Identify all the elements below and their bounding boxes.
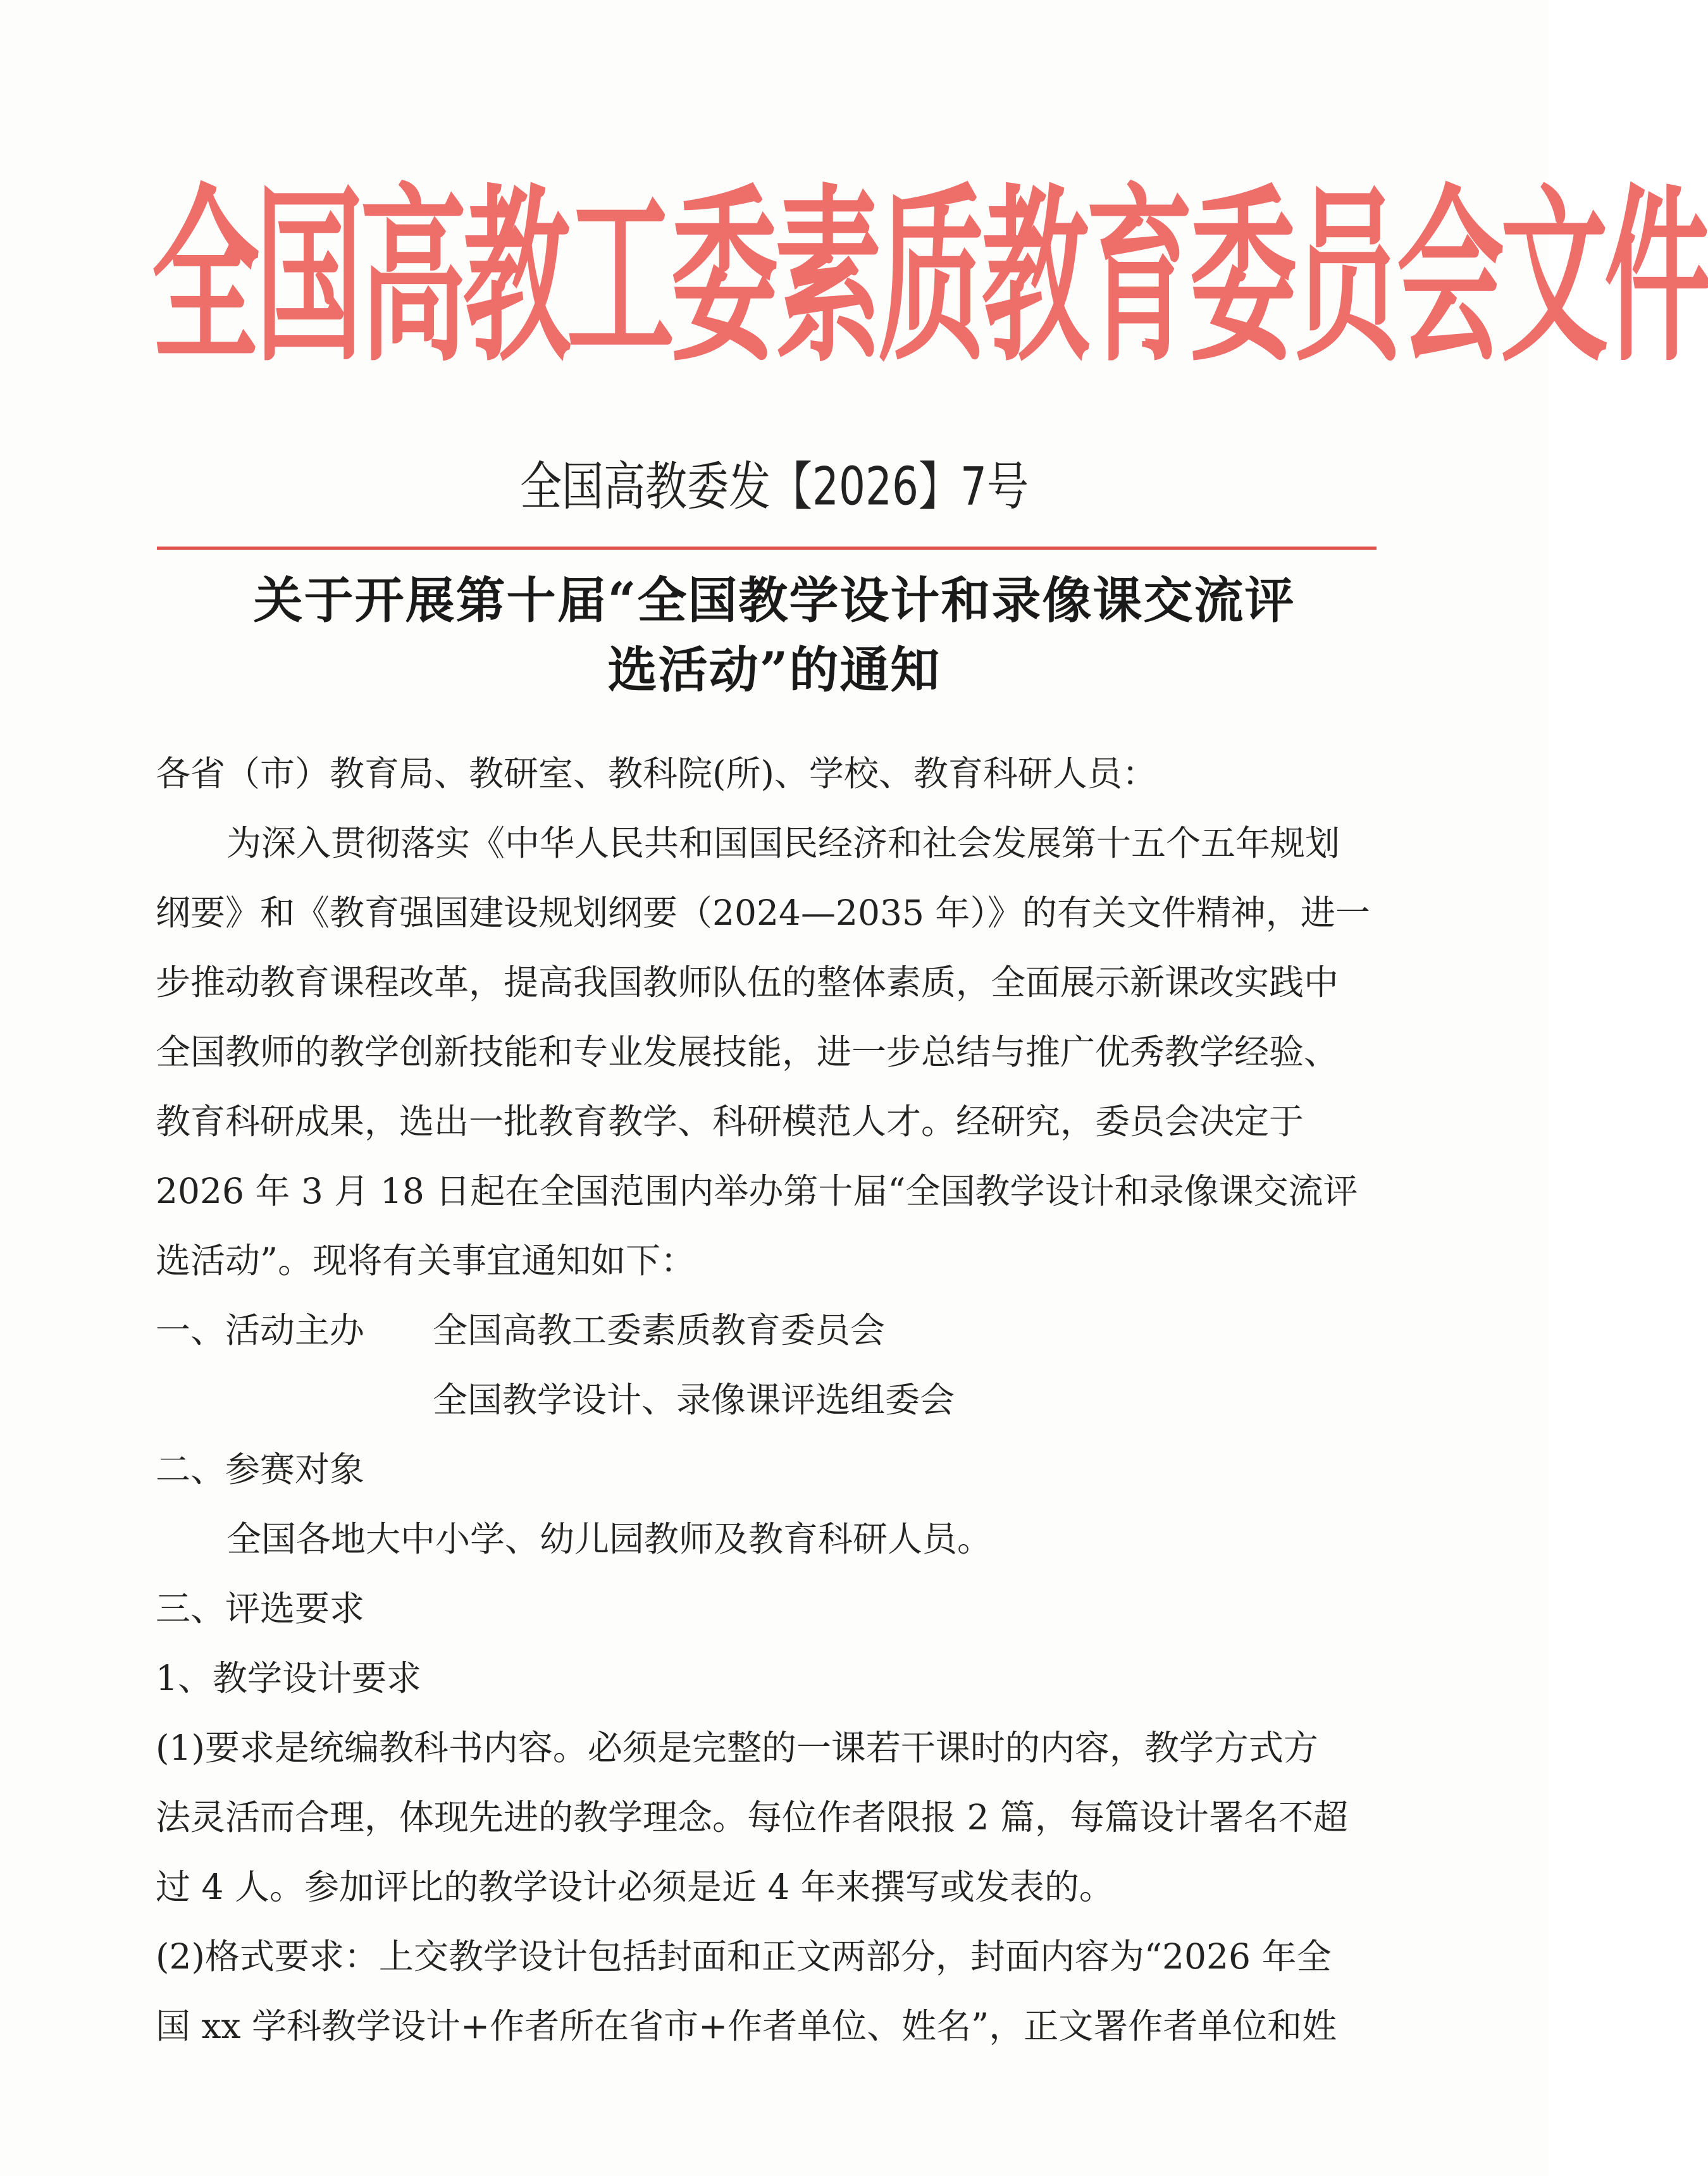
paragraph-line: 2026 年 3 月 18 日起在全国范围内举办第十届“全国教学设计和录像课交流评	[156, 1171, 1358, 1211]
organizer-name: 全国高教工委素质教育委员会	[433, 1310, 886, 1351]
document-header-title: 全国高教工委素质教育委员会文件	[152, 168, 1708, 388]
paragraph-line: 全国教师的教学创新技能和专业发展技能，进一步总结与推广优秀教学经验、	[156, 1032, 1339, 1072]
document-number: 全国高教委发【2026】7号	[520, 456, 1029, 517]
organizer-row	[156, 1295, 1395, 1365]
section-heading: 三、评选要求	[156, 1588, 365, 1629]
notice-title	[152, 566, 1397, 705]
section-heading: 二、参赛对象	[156, 1449, 365, 1490]
paragraph-line: 法灵活而合理，体现先进的教学理念。每位作者限报 2 篇，每篇设计署名不超	[156, 1797, 1348, 1838]
notice-body	[156, 739, 1395, 2061]
salutation: 各省（市）教育局、教研室、教科院(所)、学校、教育科研人员：	[156, 753, 1157, 794]
paragraph-line: 教育科研成果，选出一批教育教学、科研模范人才。经研究，委员会决定于	[156, 1101, 1304, 1142]
notice-title-line: 关于开展第十届“全国教学设计和录像课交流评	[253, 572, 1296, 629]
paragraph-line: 为深入贯彻落实《中华人民共和国国民经济和社会发展第十五个五年规划	[226, 823, 1340, 863]
organizer-name: 全国教学设计、录像课评选组委会	[433, 1380, 955, 1420]
paragraph-line: (1)要求是统编教科书内容。必须是完整的一课若干课时的内容，教学方式方	[156, 1728, 1318, 1768]
subsection-heading: 1、教学设计要求	[156, 1658, 421, 1698]
paragraph-line: 全国各地大中小学、幼儿园教师及教育科研人员。	[226, 1519, 993, 1559]
paragraph-line: 纲要》和《教育强国建设规划纲要（2024—2035 年）》的有关文件精神，进一	[156, 893, 1370, 933]
notice-title-line: 选活动”的通知	[607, 641, 941, 699]
paragraph-line: 步推动教育课程改革，提高我国教师队伍的整体素质，全面展示新课改实践中	[156, 962, 1339, 1003]
paragraph-line: (2)格式要求：上交教学设计包括封面和正文两部分，封面内容为“2026 年全	[156, 1936, 1332, 1977]
red-divider-line	[157, 547, 1377, 550]
section-heading: 一、活动主办	[156, 1310, 365, 1351]
paragraph-line: 选活动”。现将有关事宜通知如下：	[156, 1240, 696, 1281]
paragraph-line: 过 4 人。参加评比的教学设计必须是近 4 年来撰写或发表的。	[156, 1867, 1114, 1907]
paragraph-line: 国 xx 学科教学设计+作者所在省市+作者单位、姓名”，正文署作者单位和姓	[156, 2006, 1337, 2046]
